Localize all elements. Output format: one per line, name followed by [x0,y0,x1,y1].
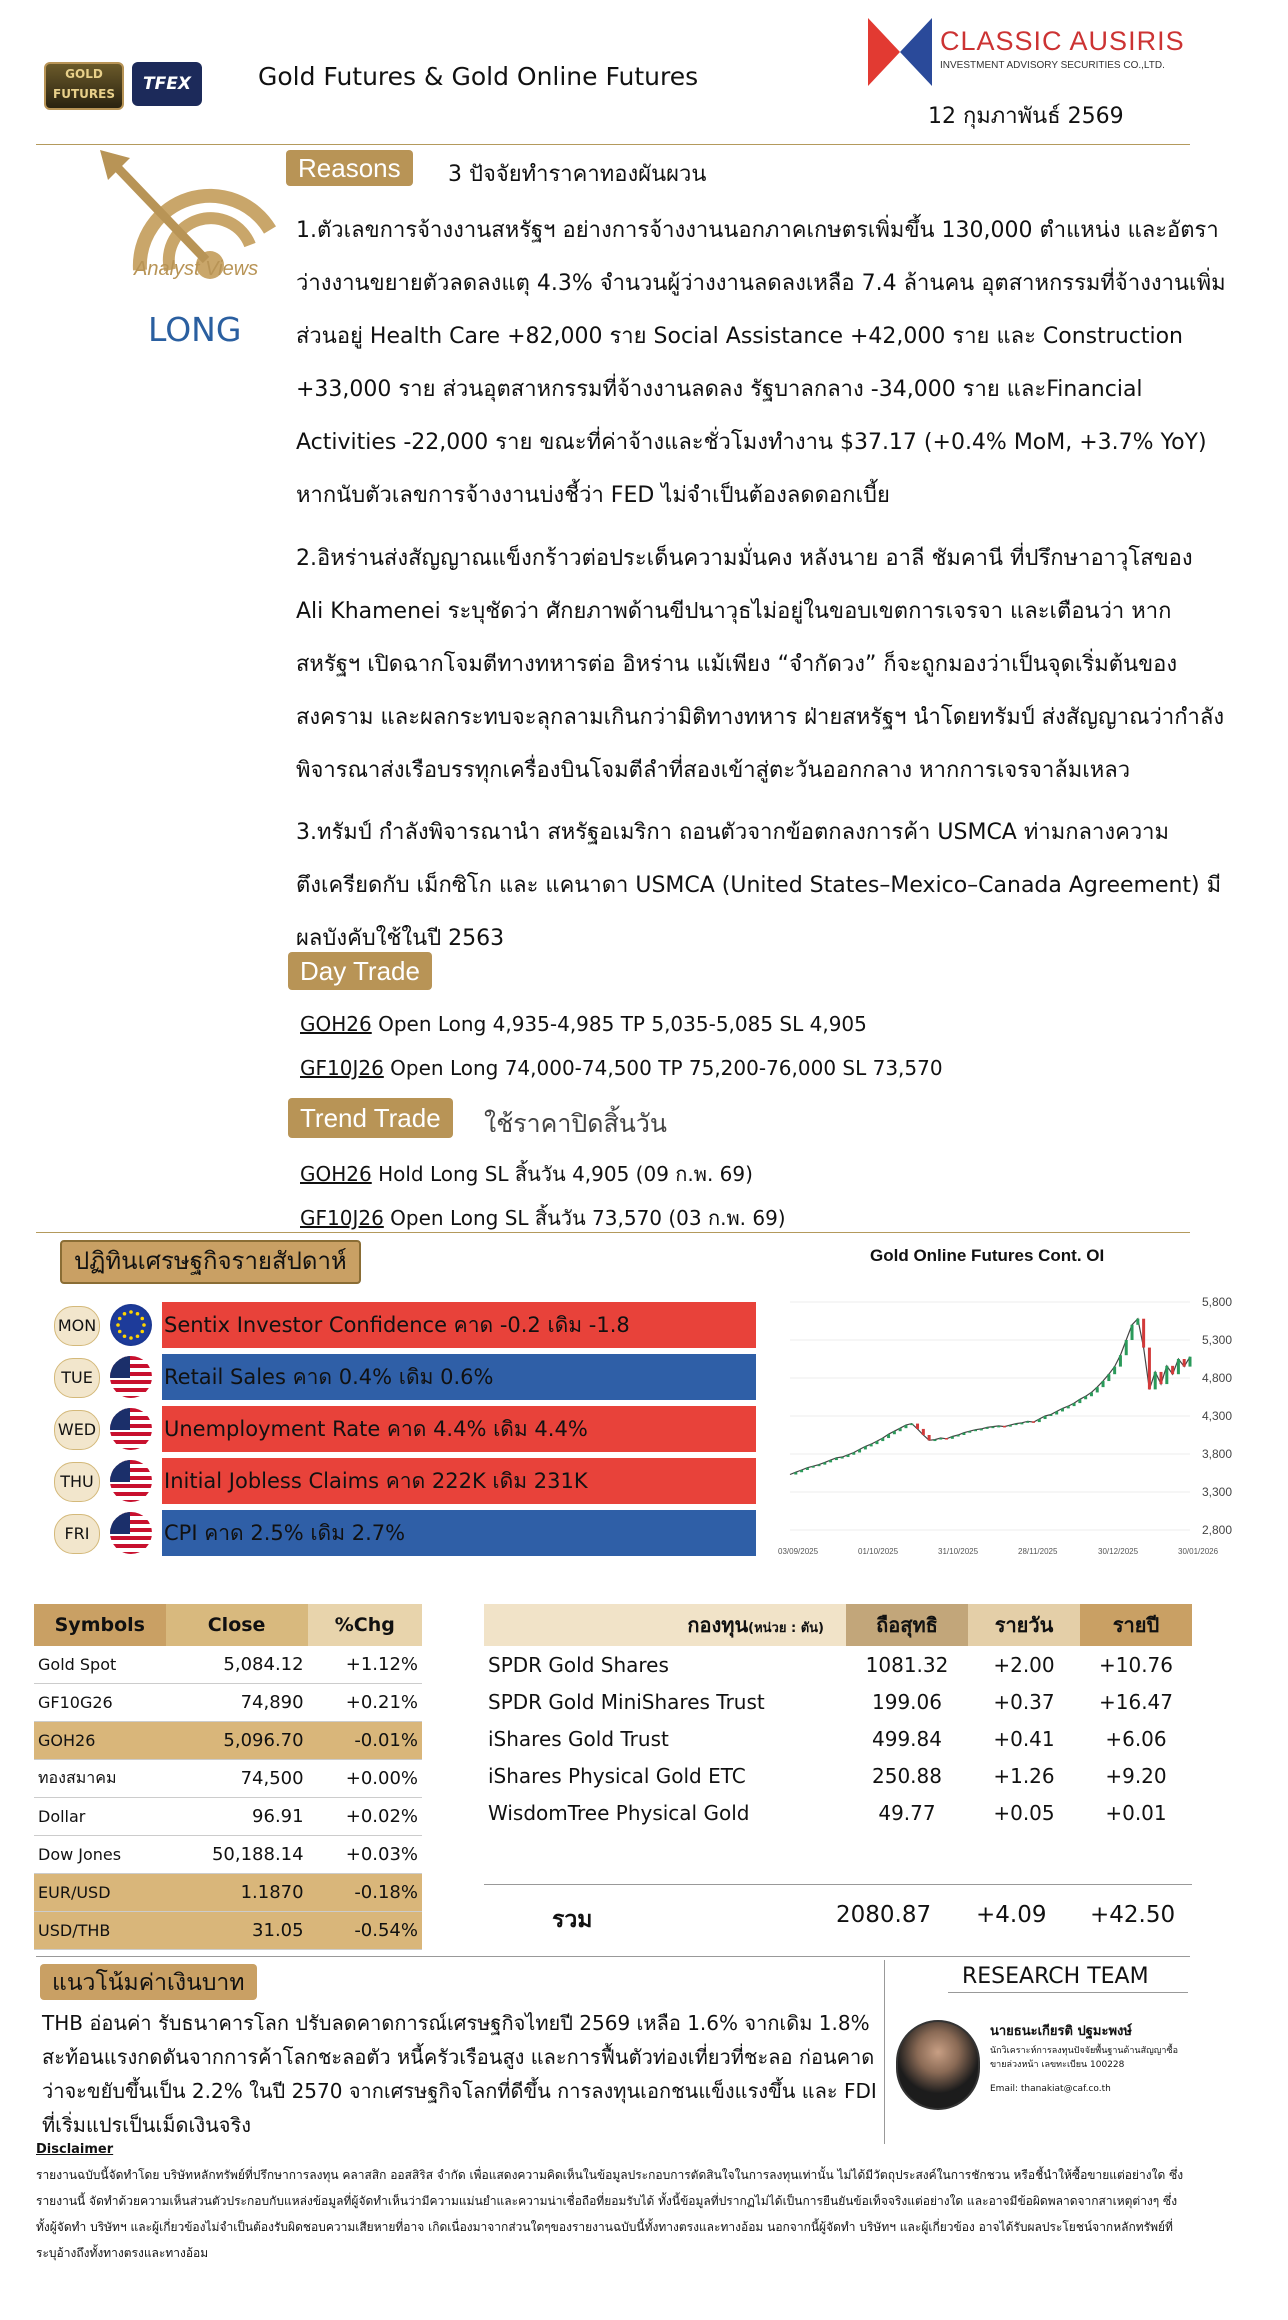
chart-candle [852,1452,855,1454]
chart-candle [1113,1367,1116,1375]
symbol-row [34,1874,422,1912]
symbol-row [34,1836,422,1874]
disclaimer-title: Disclaimer [36,2142,114,2157]
fund-holding: 250.88 [872,1763,942,1788]
chart-candle [800,1470,803,1472]
chart-candle [1067,1406,1070,1408]
research-title: RESEARCH TEAM [962,1964,1149,1989]
symbol-row [34,1646,422,1684]
chart-candle [962,1433,965,1435]
symbol-chg: +0.02% [308,1798,422,1836]
company-subtitle: INVESTMENT ADVISORY SECURITIES CO.,LTD. [940,60,1165,71]
chart-candle [991,1427,994,1429]
chart-title: Gold Online Futures Cont. OI [870,1246,1105,1265]
col-close: Close [166,1604,308,1646]
fund-yearly: +6.06 [1105,1726,1167,1751]
chart-candle [922,1429,925,1435]
position-label: LONG [148,310,242,349]
chart-candle [1026,1421,1029,1423]
chart-candle [817,1465,820,1467]
chart-candle [1096,1387,1099,1392]
day-badge-fri: FRI [54,1514,100,1554]
analyst-views-label: Analyst Views [134,258,259,280]
trend-trade-row-1: GOH26 Hold Long SL สิ้นวัน 4,905 (09 ก.พ. 69) [300,1162,753,1186]
disclaimer-text: รายงานฉบับนี้จัดทำโดย บริษัทหลักทรัพย์ที่ปรึกษาการลงทุน คลาสสิก ออสสิริส จำกัด เพื่อแสดงความคิดเห็นในข้อมูลประกอบการตัดสินใจในการลงทุนเท่านั้น ไม่ได้มีวัตถุประสงค์ในการชักชวน หรือชี้นำให้ซื้อขายแต่อย่างใด ซึ่งรายงานนี้ จัดทำด้วยความเห็นส่วนตัวประกอบกับแหล่งข้อมูลที่ผู้จัดทำเห็นว่ามีความแม่นยำและความน่าเชื่อถือที่ยอมรับได้ ทั้งนี้ข้อมูลที่ปรากฏไม่ได้เป็นการยืนยันข้อเท็จจริงแต่อย่างใด และอาจมีข้อผิดพลาดจากสาเหตุต่างๆ ซึ่งทั้งผู้จัดทำ บริษัทฯ และผู้เกี่ยวข้องไม่จำเป็นต้องรับผิดชอบความเสียหายที่อาจ เกิดเนื่องมาจากส่วนใดๆของรายงานฉบับนี้ทั้งทางตรงและทางอ้อม นอกจากนี้ผู้จัดทำ บริษัทฯ และผู้เกี่ยวข้อง อาจได้รับผลประโยชน์จากหลักทรัพย์ที่ระบุอ้างถึงทั้งทางตรงและทางอ้อม [36,2168,1184,2260]
fund-row [484,1720,1192,1757]
chart-candle [945,1438,948,1440]
baht-pill: แนวโน้มค่าเงินบาท [40,1964,257,2000]
symbol-row [34,1722,422,1760]
chart-y-tick: 4,800 [1202,1371,1233,1385]
symbol-symbol: Dollar [34,1798,166,1836]
chart-candle [841,1457,844,1459]
reason-3: 3.ทรัมป์ กำลังพิจารณานำ สหรัฐอเมริกา ถอนตัวจากข้อตกลงการค้า USMCA ท่ามกลางความตึงเครียดกับ เม็กซิโก และ แคนาดา USMCA (United States–Mexico–Canada Agreement) มีผลบังคับใช้ในปี 2563 [296,820,1222,951]
fund-row [484,1683,1192,1720]
chart-candle [1183,1359,1186,1367]
us-flag-icon [110,1460,152,1502]
symbol-symbol: GOH26 [34,1722,166,1760]
symbol-close: 31.05 [166,1912,308,1950]
chart-x-tick: 03/09/2025 [778,1547,819,1556]
calendar-event-tue: Retail Sales คาด 0.4% เดิม 0.6% [162,1354,756,1400]
chart-candle [806,1468,809,1470]
fund-name: WisdomTree Physical Gold [488,1800,750,1825]
chart-candle [1125,1340,1128,1355]
fund-row [484,1757,1192,1794]
calendar-event-wed: Unemployment Rate คาด 4.4% เดิม 4.4% [162,1406,756,1452]
day-badge-tue: TUE [54,1358,100,1398]
fund-name: SPDR Gold MiniShares Trust [488,1689,765,1714]
chart-y-tick: 3,800 [1202,1447,1233,1461]
symbol-chg: -0.18% [308,1874,422,1912]
funds-total-yearly: +42.50 [1090,1902,1176,1928]
us-flag-icon [110,1512,152,1554]
chart-candle [887,1434,890,1438]
chart-candle [1177,1359,1180,1374]
chart-candle [904,1425,907,1428]
chart-candle [1061,1408,1064,1411]
chart-candle [835,1458,838,1460]
fund-yearly: +16.47 [1098,1689,1173,1714]
symbol-symbol: Dow Jones [34,1836,166,1874]
symbol-close: 74,500 [166,1760,308,1798]
chart-candle [910,1424,913,1426]
symbol-symbol: GF10G26 [34,1684,166,1722]
chart-x-tick: 28/11/2025 [1018,1547,1058,1556]
chart-candle [986,1427,989,1429]
fund-daily: +0.41 [993,1726,1055,1751]
chart-x-tick: 01/10/2025 [858,1547,899,1556]
chart-y-tick: 5,300 [1202,1333,1233,1347]
chart-candle [875,1441,878,1444]
chart-series-line [790,1319,1190,1475]
chart-candle [916,1424,919,1429]
col-fund: กองทุน(หน่วย : ตัน) [484,1604,846,1646]
col-holding: ถือสุทธิ [846,1604,968,1646]
chart-candle [1160,1372,1163,1384]
funds-table [484,1604,1192,1831]
chart-candle [1107,1374,1110,1381]
analyst-role: นักวิเคราะห์การลงทุนปัจจัยพื้นฐานด้านสัญญาซื้อขายล่วงหน้า เลขทะเบียน 100228 [990,2046,1178,2070]
chart-candle [1142,1319,1145,1348]
calendar-pill: ปฏิทินเศรษฐกิจรายสัปดาห์ [60,1240,361,1284]
chart-candle [1055,1411,1058,1414]
fund-name: iShares Gold Trust [488,1726,669,1751]
chart-candle [1078,1399,1081,1403]
symbols-table [34,1604,422,1950]
col-symbols: Symbols [54,1614,145,1636]
fund-row [484,1794,1192,1831]
symbol-symbol: EUR/USD [34,1874,166,1912]
company-logo-mark [866,16,934,88]
calendar-event-thu: Initial Jobless Claims คาด 222K เดิม 231K [162,1458,756,1504]
chart-candle [1102,1381,1105,1387]
chart-candle [870,1444,873,1446]
eu-flag-icon [110,1304,152,1346]
symbol-close: 96.91 [166,1798,308,1836]
chart-candle [933,1440,936,1442]
funds-total-holding: 2080.87 [836,1902,932,1928]
symbol-close: 1.1870 [166,1874,308,1912]
chart-candle [951,1437,954,1439]
chart-candle [1189,1357,1192,1367]
symbol-chg: +1.12% [308,1646,422,1684]
analyst-avatar [896,2020,980,2110]
header-divider [36,144,1190,145]
fund-daily: +1.26 [993,1763,1055,1788]
col-daily: รายวัน [968,1604,1080,1646]
report-date: 12 กุมภาพันธ์ 2569 [928,104,1124,129]
chart-candle [899,1428,902,1431]
symbol-row [34,1798,422,1836]
day-trade-row-2: GF10J26 Open Long 74,000-74,500 TP 75,200-76,000 SL 73,570 [300,1056,943,1080]
chart-y-tick: 3,300 [1202,1485,1233,1499]
chart-candle [997,1426,1000,1428]
symbol-close: 5,096.70 [166,1722,308,1760]
chart-candle [1032,1421,1035,1423]
chart-candle [1165,1366,1168,1384]
symbol-chg: -0.54% [308,1912,422,1950]
chart-candle [1119,1355,1122,1366]
us-flag-icon [110,1408,152,1450]
funds-total-divider [484,1884,1192,1885]
gold-futures-logo: GOLD FUTURES [44,62,124,110]
research-divider [884,1960,885,2144]
funds-total-daily: +4.09 [976,1902,1047,1928]
company-name: CLASSIC AUSIRIS [940,26,1185,56]
chart-candle [893,1431,896,1434]
fund-row [484,1646,1192,1683]
chart-candle [1044,1416,1047,1419]
chart-candle [1090,1392,1093,1396]
chart-x-tick: 31/10/2025 [938,1547,979,1556]
chart-candle [1009,1425,1012,1427]
chart-candle [939,1438,942,1440]
us-flag-icon [110,1356,152,1398]
col-yearly: รายปี [1080,1604,1192,1646]
col-chg: %Chg [308,1604,422,1646]
symbol-chg: +0.21% [308,1684,422,1722]
fund-yearly: +9.20 [1105,1763,1167,1788]
symbol-symbol: ทองสมาคม [34,1760,166,1798]
research-title-underline [948,1992,1188,1993]
chart-x-tick: 30/12/2025 [1098,1547,1139,1556]
tfex-logo: TFEX [132,62,202,106]
chart-candle [1154,1372,1157,1389]
fund-name: SPDR Gold Shares [488,1652,669,1677]
fund-daily: +0.05 [993,1800,1055,1825]
fund-holding: 1081.32 [865,1652,949,1677]
chart-candle [928,1435,931,1440]
calendar-event-mon: Sentix Investor Confidence คาด -0.2 เดิม -1.8 [162,1302,756,1348]
chart-candle [1073,1403,1076,1406]
chart-candle [980,1429,983,1431]
analyst-name: นายธนะเกียรติ ปฐมะพงษ์ [990,2024,1132,2039]
fund-name: iShares Physical Gold ETC [488,1763,746,1788]
chart-candle [968,1431,971,1433]
reason-1: 1.ตัวเลขการจ้างงานสหรัฐฯ อย่างการจ้างงานนอกภาคเกษตรเพิ่มขึ้น 130,000 ตำแหน่ง และอัตราว่างงานขยายตัวลดลงแตุ 4.3% จำนวนผู้ว่างงานลดลงเหลือ 7.4 ล้านคน อุตสาหกรรมที่จ้างงานเพิ่ม ส่วนอยู่ Health Care +82,000 ราย Social Assistance +42,000 ราย และ Construction +33,000 ราย ส่วนอุตสาหกรรมที่จ้างงานลดลง รัฐบาลกลาง -34,000 ราย และFinancial Activities -22,000 ราย ขณะที่ค่าจ้างและชั่วโมงทำงาน $37.17 (+0.4% MoM, +3.7% YoY) หากนับตัวเลขการจ้างงานบ่งชี้ว่า FED ไม่จำเป็นต้องลดดอกเบี้ย [296,218,1226,508]
chart-candle [823,1462,826,1464]
page-title: Gold Futures & Gold Online Futures [258,62,699,91]
chart-candle [1148,1348,1151,1390]
chart-candle [881,1438,884,1441]
chart-candle [1171,1366,1174,1374]
symbol-symbol: USD/THB [34,1912,166,1950]
day-badge-mon: MON [54,1306,100,1346]
calendar-event-fri: CPI คาด 2.5% เดิม 2.7% [162,1510,756,1556]
symbol-close: 50,188.14 [166,1836,308,1874]
chart-candle [1131,1325,1134,1340]
oi-line-chart [770,1290,1240,1560]
chart-y-tick: 2,800 [1202,1523,1233,1537]
chart-candle [1020,1423,1023,1425]
baht-text: THB อ่อนค่า รับธนาคารโลก ปรับลดคาดการณ์เศรษฐกิจไทยปี 2569 เหลือ 1.6% จากเดิม 1.8% สะท้อนแรงกดดันจากการค้าโลกชะลอตัว หนี้ครัวเรือนสูง และการฟื้นตัวท่องเที่ยวที่ชะลอ ก่อนคาดว่าจะขยับขึ้นเป็น 2.2% ในปี 2570 จากเศรษฐกิจโลกที่ดีขึ้น การลงทุนเอกชนแข็งแรงขึ้น และ FDI ที่เริ่มแปรเป็นเม็ดเงินจริง [42,2011,877,2137]
symbol-close: 5,084.12 [166,1646,308,1684]
chart-candle [957,1435,960,1437]
reasons-pill: Reasons [286,150,413,186]
chart-x-tick: 30/01/2026 [1178,1547,1219,1556]
chart-candle [864,1446,867,1449]
day-trade-row-1: GOH26 Open Long 4,935-4,985 TP 5,035-5,085 SL 4,905 [300,1012,867,1036]
chart-candle [1084,1396,1087,1399]
day-trade-pill: Day Trade [288,952,432,990]
chart-candle [1049,1414,1052,1416]
chart-y-tick: 5,800 [1202,1295,1233,1309]
symbol-row [34,1760,422,1798]
chart-candle [1003,1426,1006,1428]
symbol-chg: +0.03% [308,1836,422,1874]
chart-candle [1015,1424,1018,1426]
fund-holding: 499.84 [872,1726,942,1751]
symbol-close: 74,890 [166,1684,308,1722]
symbol-chg: +0.00% [308,1760,422,1798]
reason-2: 2.อิหร่านส่งสัญญาณแข็งกร้าวต่อประเด็นความมั่นคง หลังนาย อาลี ชัมคานี ที่ปรึกษาอาวุโสของ Ali Khamenei ระบุชัดว่า ศักยภาพด้านขีปนาวุธไม่อยู่ในขอบเขตการเจรจา และเตือนว่า หากสหรัฐฯ เปิดฉากโจมตีทางทหารต่อ อิหร่าน แม้เพียง “จำกัดวง” ก็จะถูกมองว่าเป็นจุดเริ่มต้นของสงคราม และผลกระทบจะลุกลามเกินกว่ามิติทางทหาร ฝ่ายสหรัฐฯ นำโดยทรัมป์ ส่งสัญญาณว่ากำลังพิจารณาส่งเรือบรรทุกเครื่องบินโจมตีลำที่สองเข้าสู่ตะวันออกกลาง หากการเจรจาล้มเหลว [296,546,1225,783]
symbol-chg: -0.01% [308,1722,422,1760]
chart-y-tick: 4,300 [1202,1409,1233,1423]
chart-candle [858,1449,861,1452]
day-badge-wed: WED [54,1410,100,1450]
fund-holding: 199.06 [872,1689,942,1714]
chart-candle [846,1455,849,1457]
chart-candle [1136,1319,1139,1325]
baht-divider [36,1956,1190,1957]
section-divider [36,1232,1190,1233]
symbol-symbol: Gold Spot [34,1646,166,1684]
fund-yearly: +0.01 [1105,1800,1167,1825]
fund-daily: +2.00 [993,1652,1055,1677]
reasons-title: 3 ปัจจัยทำราคาทองผันผวน [448,162,707,187]
chart-candle [974,1430,977,1432]
symbol-row [34,1684,422,1722]
trend-trade-pill: Trend Trade [288,1098,453,1138]
analyst-email[interactable]: Email: thanakiat@caf.co.th [990,2084,1111,2094]
chart-candle [812,1466,815,1468]
chart-candle [829,1460,832,1462]
fund-holding: 49.77 [878,1800,936,1825]
fund-daily: +0.37 [993,1689,1055,1714]
trend-trade-row-2: GF10J26 Open Long SL สิ้นวัน 73,570 (03 ก.พ. 69) [300,1206,786,1230]
chart-candle [794,1472,797,1474]
day-badge-thu: THU [54,1462,100,1502]
trend-trade-note: ใช้ราคาปิดสิ้นวัน [484,1109,667,1138]
funds-total-label: รวม [552,1907,593,1933]
fund-yearly: +10.76 [1098,1652,1173,1677]
symbol-row [34,1912,422,1950]
chart-candle [1038,1419,1041,1422]
